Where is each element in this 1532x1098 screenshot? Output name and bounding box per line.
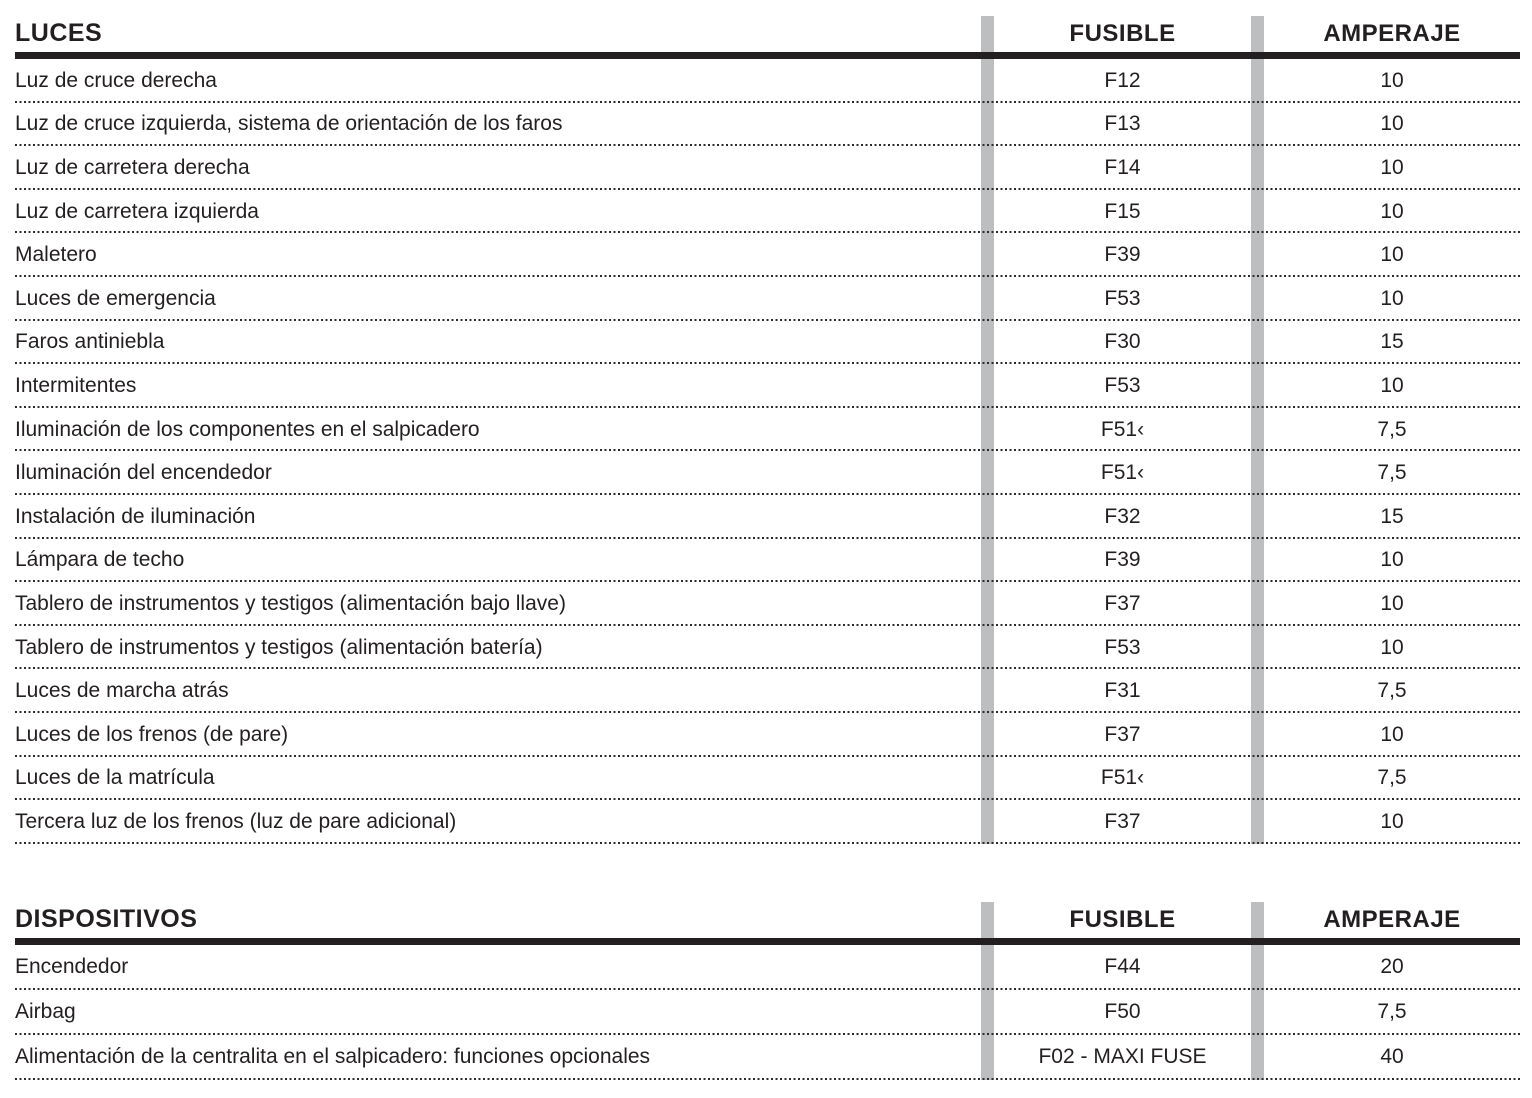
row-label: Instalación de iluminación: [15, 504, 256, 528]
fuse-table-luces: [15, 16, 1520, 844]
table-row: [15, 364, 1520, 408]
fuse-table-dispositivos: [15, 902, 1520, 1080]
row-label: Luces de los frenos (de pare): [15, 722, 289, 746]
row-amp: 15: [1380, 504, 1404, 528]
row-label: Tercera luz de los frenos (luz de pare adicional): [15, 809, 457, 833]
row-amp: 10: [1380, 635, 1404, 659]
section-title: LUCES: [15, 19, 103, 47]
row-amp: 20: [1380, 955, 1404, 979]
row-label: Alimentación de la centralita en el salpicadero: funciones opcionales: [15, 1045, 651, 1069]
row-amp: 7,5: [1377, 461, 1407, 485]
table-body: [15, 59, 1520, 844]
table-row: [15, 233, 1520, 277]
row-amp: 10: [1380, 112, 1404, 136]
row-fuse: F02 - MAXI FUSE: [1038, 1045, 1207, 1069]
row-fuse: F39: [1104, 243, 1141, 267]
row-amp: 10: [1380, 199, 1404, 223]
table-row: [15, 321, 1520, 365]
row-fuse: F51‹: [1100, 461, 1145, 485]
row-label: Intermitentes: [15, 373, 137, 397]
amperaje-column-header: AMPERAJE: [1323, 905, 1461, 933]
row-label: Luz de cruce izquierda, sistema de orientación de los faros: [15, 112, 563, 136]
row-amp: 7,5: [1377, 766, 1407, 790]
table-row: [15, 408, 1520, 452]
row-amp: 15: [1380, 330, 1404, 354]
fusible-column-header: FUSIBLE: [1069, 20, 1176, 47]
manual-page: [0, 16, 1532, 1098]
row-label: Luz de carretera derecha: [15, 155, 250, 179]
table-row: [15, 451, 1520, 495]
table-row: [15, 1035, 1520, 1080]
row-fuse: F51‹: [1100, 417, 1145, 441]
row-amp: 10: [1380, 591, 1404, 615]
row-amp: 10: [1380, 68, 1404, 92]
row-amp: 10: [1380, 286, 1404, 310]
row-amp: 7,5: [1377, 1000, 1407, 1024]
row-amp: 10: [1380, 809, 1404, 833]
row-label: Maletero: [15, 243, 97, 267]
row-label: Luces de marcha atrás: [15, 679, 229, 703]
table-row: [15, 539, 1520, 583]
row-label: Faros antiniebla: [15, 330, 165, 354]
row-fuse: F12: [1104, 68, 1141, 92]
table-row: [15, 146, 1520, 190]
row-amp: 10: [1380, 548, 1404, 572]
row-fuse: F31: [1104, 679, 1141, 703]
row-amp: 10: [1380, 722, 1404, 746]
table-row: [15, 626, 1520, 670]
section-title: DISPOSITIVOS: [15, 904, 198, 933]
row-label: Airbag: [15, 1000, 76, 1024]
table-row: [15, 990, 1520, 1035]
table-row: [15, 495, 1520, 539]
table-header: [15, 16, 1520, 52]
row-amp: 7,5: [1377, 679, 1407, 703]
row-label: Luces de la matrícula: [15, 766, 215, 790]
row-amp: 10: [1380, 373, 1404, 397]
row-label: Luz de cruce derecha: [15, 68, 217, 92]
row-fuse: F53: [1104, 286, 1141, 310]
row-amp: 10: [1380, 155, 1404, 179]
header-rule: [15, 938, 1520, 945]
table-row: [15, 713, 1520, 757]
row-fuse: F51‹: [1100, 766, 1145, 790]
table-row: [15, 190, 1520, 234]
table-row: [15, 800, 1520, 844]
row-fuse: F37: [1104, 809, 1141, 833]
row-amp: 10: [1380, 243, 1404, 267]
row-fuse: F13: [1104, 112, 1141, 136]
table-row: [15, 582, 1520, 626]
table-row: [15, 669, 1520, 713]
table-row: [15, 277, 1520, 321]
row-amp: 7,5: [1377, 417, 1407, 441]
table-row: [15, 945, 1520, 990]
row-label: Iluminación del encendedor: [15, 461, 272, 485]
row-fuse: F37: [1104, 722, 1141, 746]
row-fuse: F50: [1104, 1000, 1141, 1024]
row-label: Encendedor: [15, 955, 129, 979]
table-row: [15, 103, 1520, 147]
row-label: Lámpara de techo: [15, 548, 185, 572]
row-label: Tablero de instrumentos y testigos (alimentación batería): [15, 635, 543, 659]
row-fuse: F44: [1104, 955, 1141, 979]
table-row: [15, 757, 1520, 801]
row-label: Luces de emergencia: [15, 286, 216, 310]
row-fuse: F53: [1104, 635, 1141, 659]
row-fuse: F37: [1104, 591, 1141, 615]
table-header: [15, 902, 1520, 938]
fusible-column-header: FUSIBLE: [1069, 905, 1176, 933]
row-fuse: F30: [1104, 330, 1141, 354]
row-fuse: F15: [1104, 199, 1141, 223]
table-row: [15, 59, 1520, 103]
row-label: Iluminación de los componentes en el salpicadero: [15, 417, 480, 441]
header-rule: [15, 52, 1520, 59]
row-fuse: F14: [1104, 155, 1141, 179]
amperaje-column-header: AMPERAJE: [1323, 20, 1461, 47]
row-fuse: F53: [1104, 373, 1141, 397]
row-fuse: F39: [1104, 548, 1141, 572]
row-fuse: F32: [1104, 504, 1141, 528]
row-label: Tablero de instrumentos y testigos (alimentación bajo llave): [15, 591, 566, 615]
table-body: [15, 945, 1520, 1080]
row-label: Luz de carretera izquierda: [15, 199, 259, 223]
row-amp: 40: [1380, 1045, 1404, 1069]
